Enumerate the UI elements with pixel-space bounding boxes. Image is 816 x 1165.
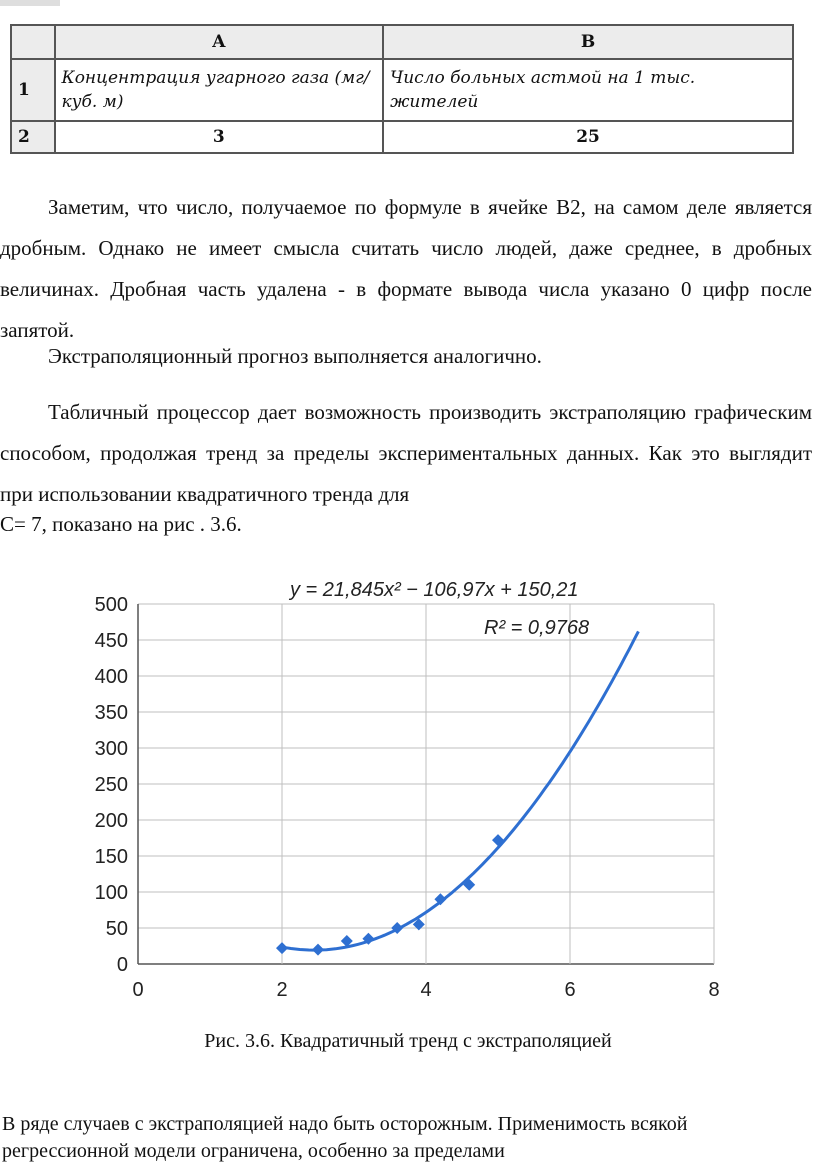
x-axis-tick-labels	[132, 979, 719, 1001]
trend-line	[282, 631, 638, 950]
trend-equation: y = 21,845x² − 106,97x + 150,21	[290, 579, 579, 601]
y-tick-label: 150	[94, 846, 128, 868]
corner-cell	[11, 25, 55, 59]
spreadsheet-table	[10, 24, 794, 154]
y-tick-label: 200	[94, 810, 128, 832]
data-points	[276, 834, 504, 955]
x-tick-label: 0	[132, 979, 144, 1001]
cell-b2: 25	[383, 121, 793, 153]
figure-caption: Рис. 3.6. Квадратичный тренд с экстраполяцией	[204, 1030, 612, 1052]
column-header-b: B	[383, 25, 793, 59]
paragraph-formula-note: Заметим, что число, получаемое по формуле в ячейке B2, на самом деле является дробным. Однако не имеет смысла считать число людей, даже среднее, в дробных величинах. Дробная часть удалена - в формате вывода числа указано 0 цифр после запятой.	[0, 195, 812, 342]
r-squared-label: R² = 0,9768	[484, 617, 590, 639]
y-tick-label: 50	[105, 918, 128, 940]
data-point	[312, 944, 324, 956]
column-header-a: A	[55, 25, 384, 59]
chart-grid	[138, 604, 714, 964]
cell-a2: 3	[55, 121, 384, 153]
x-tick-label: 2	[276, 979, 288, 1001]
y-tick-label: 100	[94, 882, 128, 904]
y-tick-label: 0	[116, 954, 128, 976]
quadratic-trend-chart	[60, 548, 760, 1008]
paragraph-extrapolation: Экстраполяционный прогноз выполняется аналогично.	[48, 344, 542, 368]
x-tick-label: 8	[708, 979, 720, 1001]
cell-a1: Концентрация угарного газа (мг/куб. м)	[55, 59, 384, 121]
x-tick-label: 4	[420, 979, 432, 1001]
data-point	[276, 942, 288, 954]
y-tick-label: 500	[94, 594, 128, 616]
y-axis-tick-labels	[95, 594, 128, 976]
cell-b1: Число больных астмой на 1 тыс. жителей	[383, 59, 793, 121]
y-tick-label: 450	[94, 630, 128, 652]
y-tick-label: 250	[94, 774, 128, 796]
paragraph-graphical: Табличный процессор дает возможность производить экстраполяцию графическим способом, продолжая тренд за пределы экспериментальных данных. Как это выглядит при использовании квадратичного тренда для	[0, 400, 812, 506]
cropped-top-edge	[0, 0, 60, 6]
x-tick-label: 6	[564, 979, 576, 1001]
row-number: 1	[11, 59, 55, 121]
row-number: 2	[11, 121, 55, 153]
y-tick-label: 400	[94, 666, 128, 688]
paragraph-figure-ref: C= 7, показано на рис . 3.6.	[0, 512, 242, 536]
y-tick-label: 300	[94, 738, 128, 760]
y-tick-label: 350	[94, 702, 128, 724]
paragraph-caution: В ряде случаев с экстраполяцией надо быть осторожным. Применимость всякой регрессионной модели ограничена, особенно за пределами	[2, 1113, 688, 1162]
